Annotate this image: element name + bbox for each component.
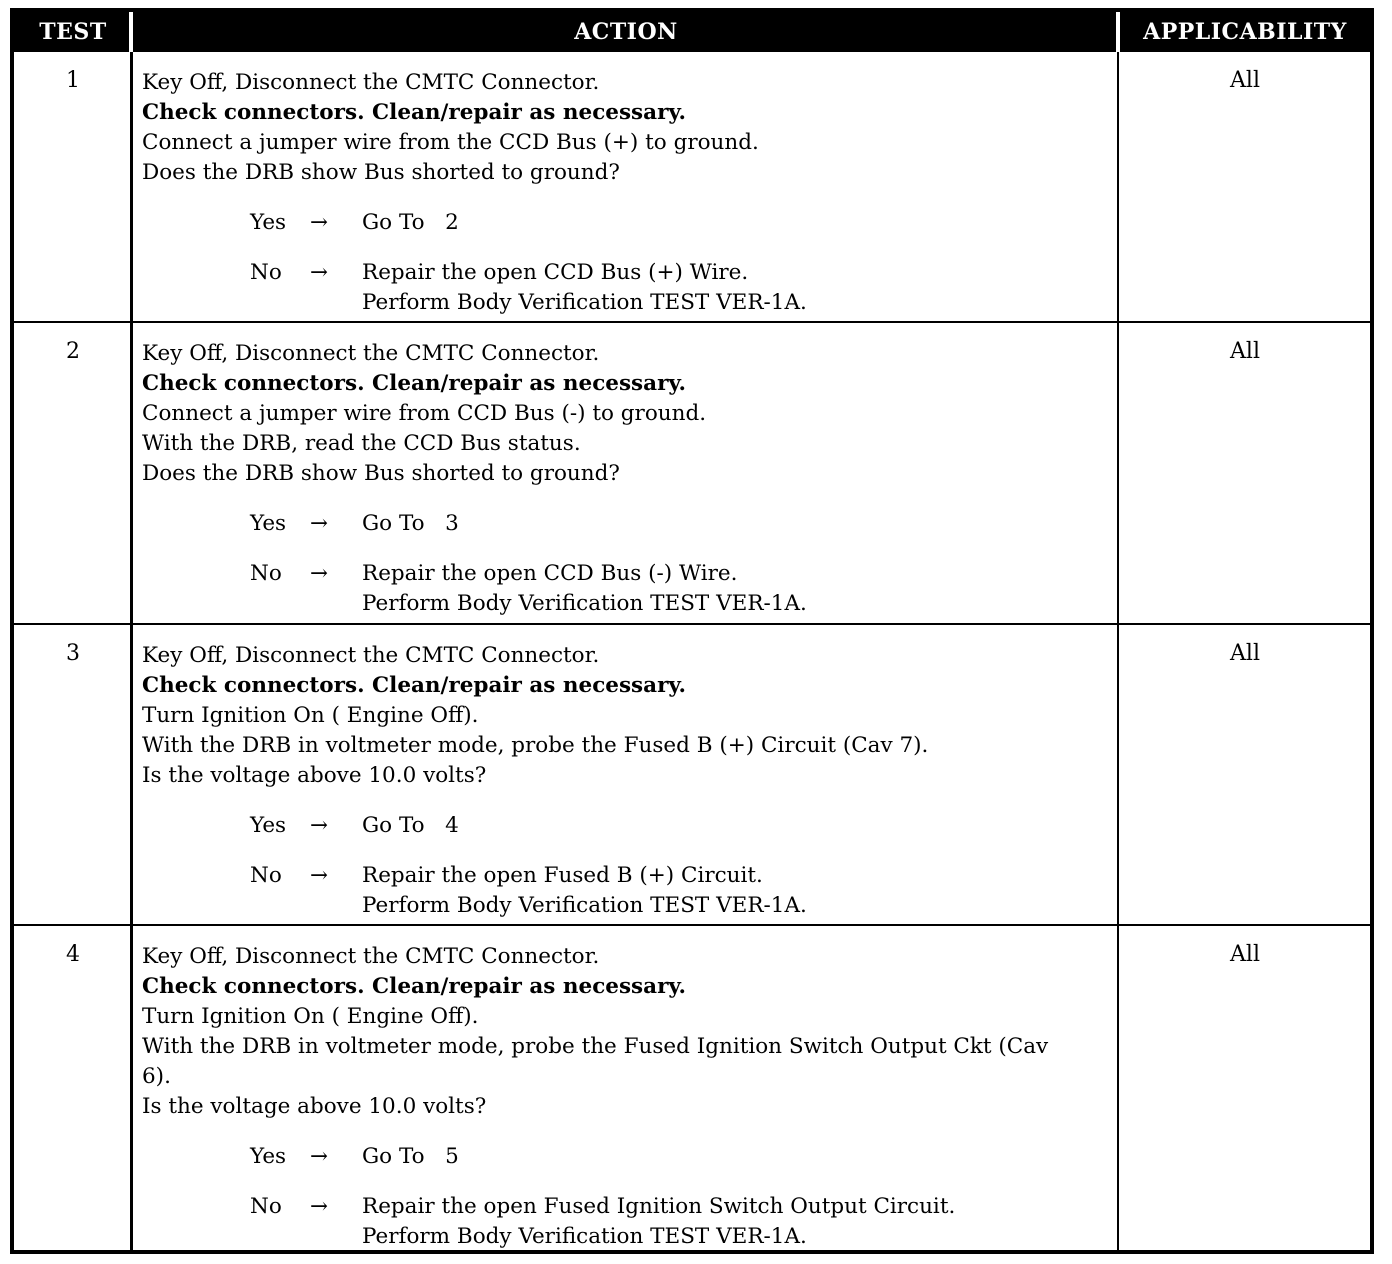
no-branch bbox=[250, 258, 1114, 318]
action-line: Key Off, Disconnect the CMTC Connector. bbox=[142, 341, 600, 366]
yes-branch bbox=[250, 1142, 1114, 1172]
action-line: 6). bbox=[142, 1064, 171, 1089]
yes-text: Go To 4 bbox=[362, 813, 459, 838]
yes-label: Yes bbox=[250, 511, 287, 536]
no-text-line: Perform Body Verification TEST VER-1A. bbox=[362, 290, 807, 315]
no-text-line: Repair the open Fused B (+) Circuit. bbox=[362, 863, 763, 888]
action-cell bbox=[142, 942, 1114, 1252]
action-cell bbox=[142, 339, 1114, 619]
test-number: 4 bbox=[66, 942, 80, 967]
action-line: Turn Ignition On ( Engine Off). bbox=[142, 703, 479, 728]
no-label: No bbox=[250, 1194, 282, 1219]
yes-label: Yes bbox=[250, 813, 287, 838]
action-line: With the DRB in voltmeter mode, probe the Fused Ignition Switch Output Ckt (Cav bbox=[142, 1034, 1049, 1059]
action-line: Connect a jumper wire from the CCD Bus (+) to ground. bbox=[142, 130, 759, 155]
action-line: Key Off, Disconnect the CMTC Connector. bbox=[142, 944, 600, 969]
no-text bbox=[362, 559, 1114, 619]
header-applicability: APPLICABILITY bbox=[1143, 19, 1347, 45]
yes-text: Go To 2 bbox=[362, 210, 459, 235]
yes-label: Yes bbox=[250, 1144, 287, 1169]
action-line: Turn Ignition On ( Engine Off). bbox=[142, 1004, 479, 1029]
action-line: Key Off, Disconnect the CMTC Connector. bbox=[142, 643, 600, 668]
applicability-value: All bbox=[1230, 942, 1260, 967]
no-branch bbox=[250, 861, 1114, 921]
test-number: 3 bbox=[66, 641, 80, 666]
table-row bbox=[14, 52, 1370, 323]
action-line-bold: Check connectors. Clean/repair as necessary. bbox=[142, 974, 686, 999]
action-line: Connect a jumper wire from CCD Bus (-) to ground. bbox=[142, 401, 707, 426]
arrow-icon: → bbox=[310, 863, 329, 888]
action-line: Does the DRB show Bus shorted to ground? bbox=[142, 461, 620, 486]
action-line: Is the voltage above 10.0 volts? bbox=[142, 763, 487, 788]
action-cell bbox=[142, 641, 1114, 921]
no-text bbox=[362, 1192, 1114, 1252]
yes-branch bbox=[250, 208, 1114, 238]
action-line: With the DRB, read the CCD Bus status. bbox=[142, 431, 581, 456]
action-line-bold: Check connectors. Clean/repair as necessary. bbox=[142, 371, 686, 396]
no-label: No bbox=[250, 863, 282, 888]
yes-text: Go To 3 bbox=[362, 511, 459, 536]
action-cell bbox=[142, 68, 1114, 318]
table-row bbox=[14, 323, 1370, 625]
no-text-line: Repair the open CCD Bus (-) Wire. bbox=[362, 561, 738, 586]
no-text-line: Perform Body Verification TEST VER-1A. bbox=[362, 893, 807, 918]
column-divider bbox=[130, 52, 133, 1250]
yes-text: Go To 5 bbox=[362, 1144, 459, 1169]
no-text bbox=[362, 258, 1114, 318]
arrow-icon: → bbox=[310, 511, 329, 536]
no-text-line: Perform Body Verification TEST VER-1A. bbox=[362, 591, 807, 616]
test-number: 2 bbox=[66, 339, 80, 364]
action-line: Key Off, Disconnect the CMTC Connector. bbox=[142, 70, 600, 95]
arrow-icon: → bbox=[310, 260, 329, 285]
arrow-icon: → bbox=[310, 1194, 329, 1219]
arrow-icon: → bbox=[310, 1144, 329, 1169]
no-text-line: Repair the open Fused Ignition Switch Output Circuit. bbox=[362, 1194, 956, 1219]
table-row bbox=[14, 926, 1370, 1250]
action-line: Does the DRB show Bus shorted to ground? bbox=[142, 160, 620, 185]
arrow-icon: → bbox=[310, 813, 329, 838]
header-test: TEST bbox=[39, 19, 107, 45]
arrow-icon: → bbox=[310, 561, 329, 586]
table-row bbox=[14, 625, 1370, 926]
header-action: ACTION bbox=[574, 19, 678, 45]
test-number: 1 bbox=[66, 68, 80, 93]
no-branch bbox=[250, 559, 1114, 619]
action-line: With the DRB in voltmeter mode, probe the Fused B (+) Circuit (Cav 7). bbox=[142, 733, 929, 758]
arrow-icon: → bbox=[310, 210, 329, 235]
table-header bbox=[14, 12, 1370, 52]
yes-branch bbox=[250, 811, 1114, 841]
column-divider bbox=[1117, 52, 1119, 1250]
no-label: No bbox=[250, 260, 282, 285]
applicability-value: All bbox=[1230, 641, 1260, 666]
action-line-bold: Check connectors. Clean/repair as necessary. bbox=[142, 673, 686, 698]
no-label: No bbox=[250, 561, 282, 586]
applicability-value: All bbox=[1230, 339, 1260, 364]
applicability-value: All bbox=[1230, 68, 1260, 93]
no-text-line: Perform Body Verification TEST VER-1A. bbox=[362, 1224, 807, 1249]
no-text-line: Repair the open CCD Bus (+) Wire. bbox=[362, 260, 749, 285]
action-line-bold: Check connectors. Clean/repair as necessary. bbox=[142, 100, 686, 125]
yes-branch bbox=[250, 509, 1114, 539]
action-line: Is the voltage above 10.0 volts? bbox=[142, 1094, 487, 1119]
diagnostic-table bbox=[10, 8, 1374, 1254]
yes-label: Yes bbox=[250, 210, 287, 235]
no-branch bbox=[250, 1192, 1114, 1252]
no-text bbox=[362, 861, 1114, 921]
